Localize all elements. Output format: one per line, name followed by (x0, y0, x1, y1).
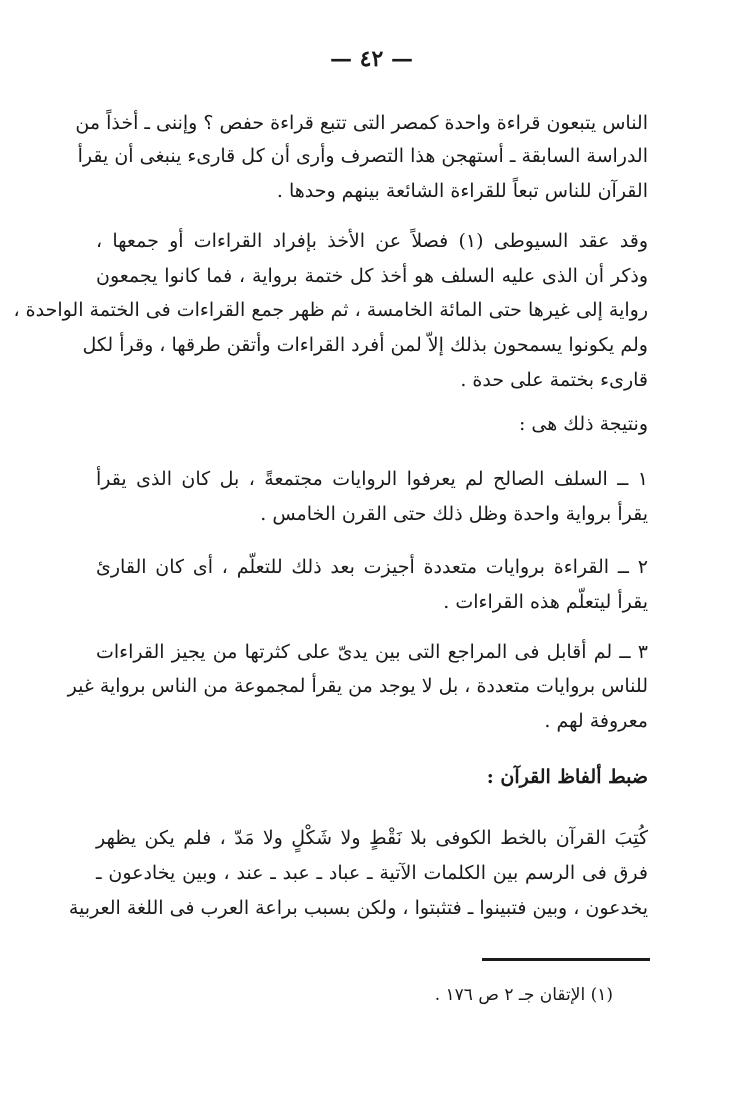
text-line: يخدعون ، وبين فتبينوا ـ فتثبتوا ، ولكن بسبب براعة العرب فى اللغة العربية (68, 897, 648, 919)
text-line: ٢ ــ القراءة بروايات متعددة أجيزت بعد ذلك للتعلّم ، أى كان القارئ (96, 556, 648, 578)
text-line: الناس يتبعون قراءة واحدة كمصر التى تتبع قراءة حفص ؟ وإننى ـ أخذاً من (75, 112, 648, 134)
text-line: الدراسة السابقة ـ أستهجن هذا التصرف وأرى أن كل قارىء ينبغى أن يقرأ (77, 145, 648, 167)
footnote: (١) الإتقان جـ ٢ ص ١٧٦ . (434, 985, 613, 1005)
text-line: قارىء بختمة على حدة . (460, 369, 648, 391)
text-line: القرآن للناس تبعاً للقراءة الشائعة بينهم وحدها . (276, 180, 648, 202)
text-line: وقد عقد السيوطى (١) فصلاً عن الأخذ بإفراد القراءات أو جمعها ، (96, 230, 648, 252)
text-line: رواية إلى غيرها حتى المائة الخامسة ، ثم ظهر جمع القراءات فى الختمة الواحدة ، (13, 299, 648, 321)
text-line: معروفة لهم . (544, 710, 648, 732)
text-line: يقرأ برواية واحدة وظل ذلك حتى القرن الخامس . (260, 503, 648, 525)
text-line: ونتيجة ذلك هى : (518, 413, 648, 435)
text-line: وذكر أن الذى عليه السلف هو أخذ كل ختمة برواية ، فما كانوا يجمعون (96, 265, 648, 287)
section-heading: ضبط ألفاظ القرآن : (486, 766, 648, 788)
text-line: ٣ ــ لم أقابل فى المراجع التى بين يدىّ على كثرتها من يجيز القراءات (96, 641, 648, 663)
footnote-divider (482, 958, 650, 961)
text-line: كُتِبَ القرآن بالخط الكوفى بلا نَقْطٍ ولا شَكْلٍ ولا مَدّ ، فلم يكن يظهر (96, 827, 648, 849)
page-number: — ٤٢ — (330, 46, 413, 72)
text-line: يقرأ ليتعلّم هذه القراءات . (443, 591, 648, 613)
text-line: للناس بروايات متعددة ، بل لا يوجد من يقرأ لمجموعة من الناس برواية غير (67, 675, 648, 697)
text-line: فرق فى الرسم بين الكلمات الآتية ـ عباد ـ عبد ـ عند ، وبين يخادعون ـ (96, 862, 648, 884)
text-line: ١ ــ السلف الصالح لم يعرفوا الروايات مجتمعةً ، بل كان الذى يقرأ (96, 468, 648, 490)
text-line: ولم يكونوا يسمحون بذلك إلاّ لمن أفرد القراءات وأتقن طرقها ، وقرأ لكل (82, 334, 648, 356)
